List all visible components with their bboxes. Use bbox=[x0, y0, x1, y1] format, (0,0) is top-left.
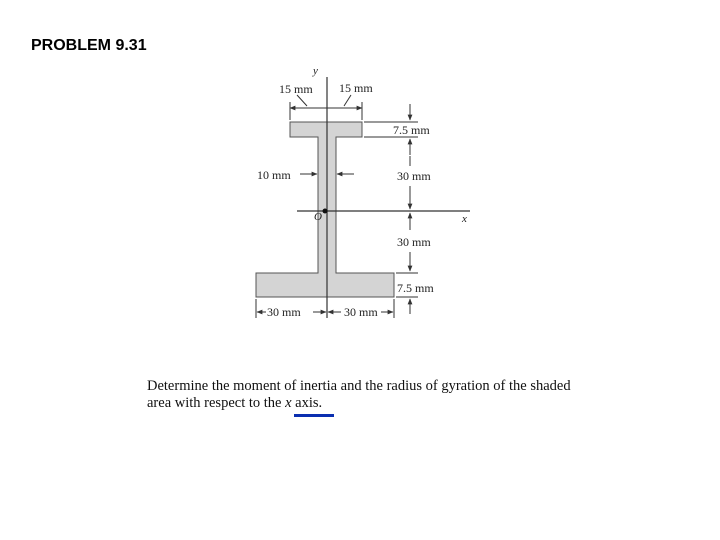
dim-upper-web-height: 30 mm bbox=[397, 169, 431, 183]
dim-top-left-width: 15 mm bbox=[279, 82, 313, 96]
leader-top-right bbox=[344, 95, 351, 106]
dim-web-thickness: 10 mm bbox=[257, 168, 291, 182]
leader-top-left bbox=[297, 95, 307, 106]
origin-label: O bbox=[314, 211, 322, 223]
problem-title: PROBLEM 9.31 bbox=[31, 37, 147, 54]
origin-point bbox=[323, 209, 328, 214]
statement-line-2-post: axis. bbox=[291, 395, 323, 411]
dim-lower-web-height: 30 mm bbox=[397, 235, 431, 249]
dim-bottom-left-width: 30 mm bbox=[267, 305, 301, 319]
dim-bottom-flange-thickness: 7.5 mm bbox=[397, 281, 434, 295]
statement-line-2-pre: area with respect to the bbox=[147, 395, 286, 411]
statement-x-variable: x bbox=[285, 395, 292, 411]
dim-top-right-width: 15 mm bbox=[339, 81, 373, 95]
dim-bottom-right-width: 30 mm bbox=[344, 305, 378, 319]
problem-statement bbox=[147, 378, 627, 412]
dim-top-flange-thickness: 7.5 mm bbox=[393, 123, 430, 137]
highlight-underline bbox=[294, 414, 334, 417]
y-axis-label: y bbox=[313, 65, 318, 77]
statement-line-2 bbox=[147, 395, 627, 412]
x-axis-label: x bbox=[462, 213, 467, 225]
statement-line-1: Determine the moment of inertia and the radius of gyration of the shaded bbox=[147, 378, 571, 394]
